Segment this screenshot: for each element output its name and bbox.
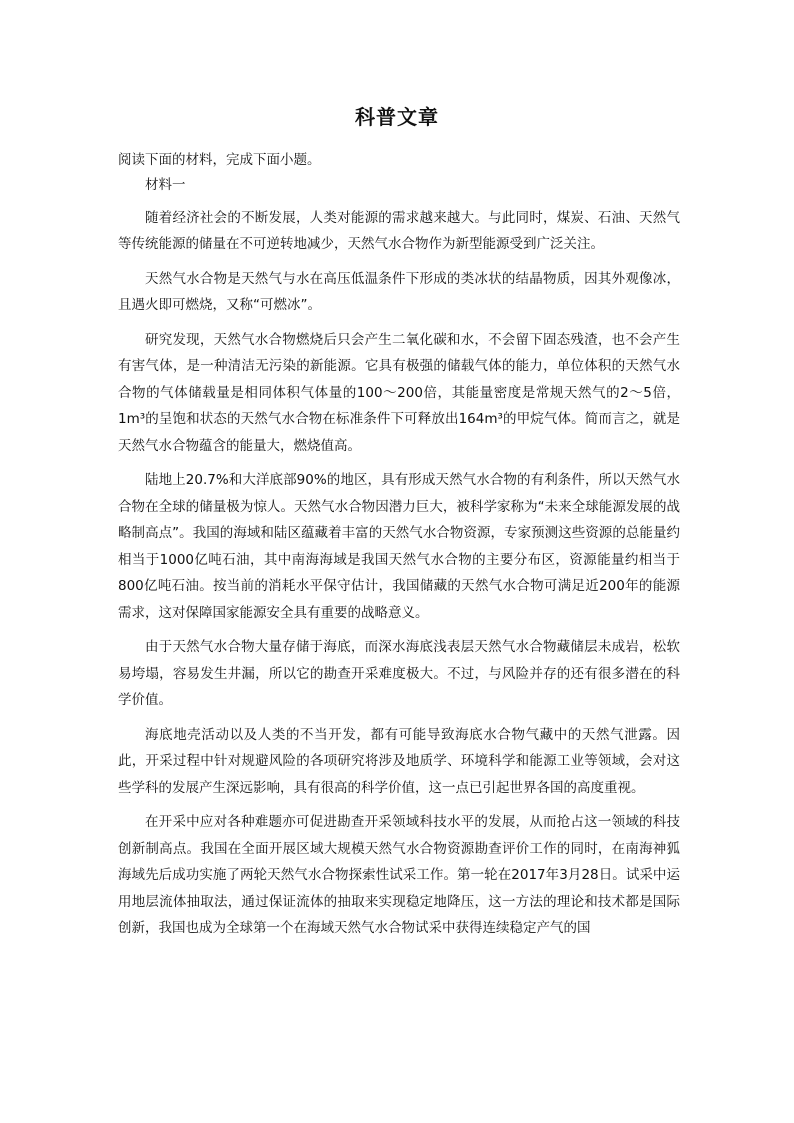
paragraph-5: 由于天然气水合物大量存储于海底，而深水海底浅表层天然气水合物藏储层未成岩，松软易垮塌，容易发生井漏，所以它的勘查开采难度极大。不过，与风险并存的还有很多潜在的科学价值。 bbox=[118, 639, 680, 708]
article-body bbox=[118, 172, 680, 950]
intro-instruction: 阅读下面的材料，完成下面小题。 bbox=[118, 152, 321, 168]
paragraph-1: 随着经济社会的不断发展，人类对能源的需求越来越大。与此同时，煤炭、石油、天然气等传统能源的储量在不可逆转地减少，天然气水合物作为新型能源受到广泛关注。 bbox=[118, 209, 680, 252]
paragraph-7: 在开采中应对各种难题亦可促进勘查开采领域科技水平的发展，从而抢占这一领域的科技创新制高点。我国在全面开展区域大规模天然气水合物资源勘查评价工作的同时，在南海神狐海域先后成功实施了两轮天然气水合物探索性试采工作。第一轮在2017年3月28日。试采中运用地层流体抽取法，通过保证流体的抽取来实现稳定地降压，这一方法的理论和技术都是国际创新，我国也成为全球第一个在海域天然气水合物试采中获得连续稳定产气的国 bbox=[118, 814, 680, 936]
page-title: 科普文章 bbox=[355, 105, 439, 129]
paragraph-3: 研究发现，天然气水合物燃烧后只会产生二氧化碳和水，不会留下固态残渣，也不会产生有害气体，是一种清洁无污染的新能源。它具有极强的储载气体的能力，单位体积的天然气水合物的气体储载量是相同体积气体量的100～200倍，其能量密度是常规天然气的2～5倍，1m³的呈饱和状态的天然气水合物在标准条件下可释放出164m³的甲烷气体。简而言之，就是天然气水合物蕴含的能量大，燃烧值高。 bbox=[118, 331, 680, 454]
paragraph-6: 海底地壳活动以及人类的不当开发，都有可能导致海底水合物气藏中的天然气泄露。因此，开采过程中针对规避风险的各项研究将涉及地质学、环境科学和能源工业等领域，会对这些学科的发展产生深远影响，具有很高的科学价值，这一点已引起世界各国的高度重视。 bbox=[118, 726, 680, 796]
paragraph-4: 陆地上20.7%和大洋底部90%的地区，具有形成天然气水合物的有利条件，所以天然气水合物在全球的储量极为惊人。天然气水合物因潜力巨大，被科学家称为“未来全球能源发展的战略制高点”。我国的海域和陆区蕴藏着丰富的天然气水合物资源，专家预测这些资源的总能量约相当于1000亿吨石油，其中南海海域是我国天然气水合物的主要分布区，资源能量约相当于800亿吨石油。按当前的消耗水平保守估计，我国储藏的天然气水合物可满足近200年的能源需求，这对保障国家能源安全具有重要的战略意义。 bbox=[118, 472, 680, 621]
material-label: 材料一 bbox=[145, 177, 186, 193]
paragraph-2: 天然气水合物是天然气与水在高压低温条件下形成的类冰状的结晶物质，因其外观像冰，且遇火即可燃烧，又称“可燃冰”。 bbox=[118, 270, 680, 313]
